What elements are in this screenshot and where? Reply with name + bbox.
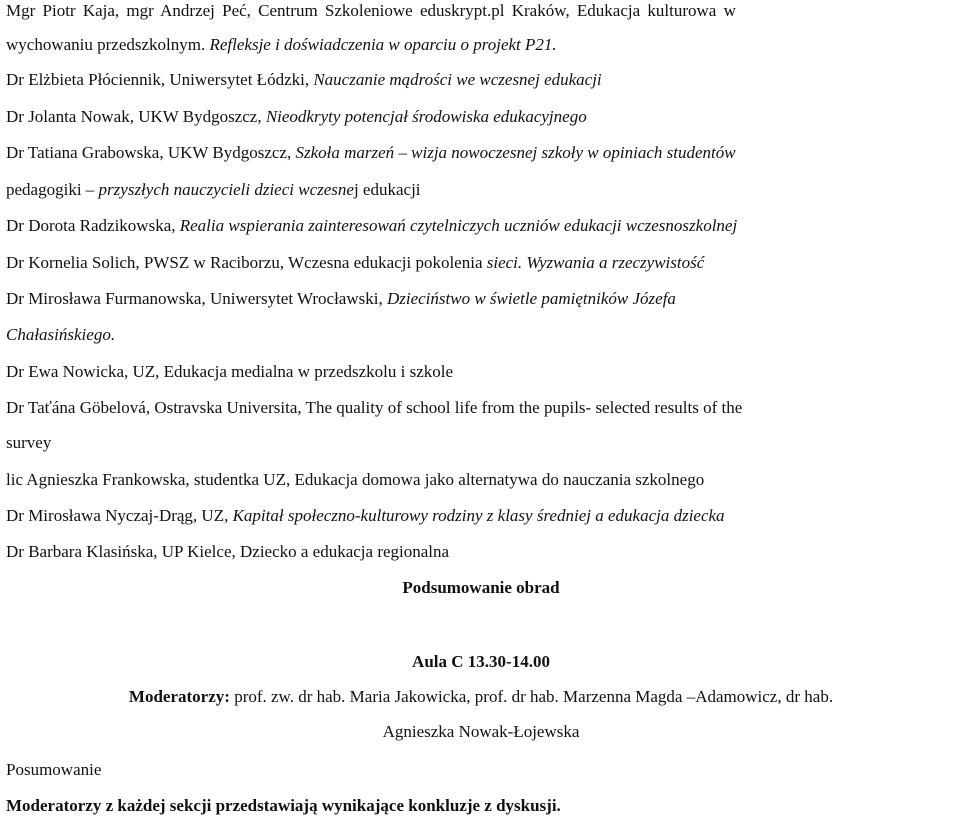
entry-11-text: Dr Taťána Göbelová, Ostravska Universita, The quality of school life from the pupils- selected results of the bbox=[6, 398, 743, 417]
moderators-label: Moderatorzy: bbox=[128, 687, 230, 706]
entry-13-text: lic Agnieszka Frankowska, studentka UZ, Edukacja domowa jako alternatywa do nauczania szkolnego bbox=[6, 470, 705, 489]
moderators-line-2: Agnieszka Nowak-Łojewska bbox=[382, 722, 580, 741]
entry-15-text: Dr Barbara Klasińska, UP Kielce, Dziecko a edukacja regionalna bbox=[6, 542, 450, 561]
entry-15 bbox=[6, 541, 449, 563]
entry-6-author: Dr Dorota Radzikowska, bbox=[6, 216, 180, 235]
entry-6 bbox=[6, 215, 737, 237]
entry-14-title: Kapitał społeczno-kulturowy rodziny z klasy średniej a edukacja dziecka bbox=[232, 506, 725, 525]
entry-1-text: wychowaniu przedszkolnym. bbox=[6, 35, 210, 54]
room-time: Aula C 13.30-14.00 bbox=[412, 652, 550, 671]
entry-2 bbox=[6, 69, 602, 91]
posumowanie-label: Posumowanie bbox=[6, 760, 102, 779]
entry-10 bbox=[6, 361, 453, 383]
entry-9 bbox=[6, 324, 115, 346]
entry-5 bbox=[6, 179, 421, 201]
entry-8-title: Dzieciństwo w świetle pamiętników Józefa bbox=[386, 289, 676, 308]
entry-3-title: Nieodkryty potencjał środowiska edukacyjnego bbox=[265, 107, 587, 126]
entry-12-text: survey bbox=[6, 433, 52, 452]
entry-12 bbox=[6, 432, 51, 454]
entry-5-text: pedagogiki bbox=[6, 180, 86, 199]
entry-3 bbox=[6, 106, 587, 128]
entry-9-title: Chałasińskiego. bbox=[6, 325, 116, 344]
entry-5-tail: j edukacji bbox=[353, 180, 421, 199]
entry-4-title: Szkoła marzeń – wizja nowoczesnej szkoły w opiniach studentów bbox=[295, 143, 736, 162]
entry-0-text: Mgr Piotr Kaja, mgr Andrzej Peć, Centrum Szkoleniowe eduskrypt.pl Kraków, Edukacja kulturowa w bbox=[6, 1, 736, 20]
entry-10-text: Dr Ewa Nowicka, UZ, Edukacja medialna w przedszkolu i szkole bbox=[6, 362, 454, 381]
summary-heading: Podsumowanie obrad bbox=[402, 578, 560, 597]
entry-1 bbox=[6, 34, 557, 56]
entry-5-title: – przyszłych nauczycieli dzieci wczesne bbox=[85, 180, 354, 199]
entry-1-title: Refleksje i doświadczenia w oparciu o projekt P21. bbox=[209, 35, 557, 54]
entry-7-author: Dr Kornelia Solich, PWSZ w Raciborzu, Wczesna edukacji pokolenia bbox=[6, 253, 487, 272]
entry-6-title: Realia wspierania zainteresowań czytelniczych uczniów edukacji wczesnoszkolnej bbox=[179, 216, 738, 235]
entry-11 bbox=[6, 397, 742, 419]
entry-8 bbox=[6, 288, 676, 310]
entry-13 bbox=[6, 469, 704, 491]
entry-2-title: Nauczanie mądrości we wczesnej edukacji bbox=[313, 70, 602, 89]
entry-4-author: Dr Tatiana Grabowska, UKW Bydgoszcz, bbox=[6, 143, 296, 162]
moderators-names: prof. zw. dr hab. Maria Jakowicka, prof. dr hab. Marzenna Magda –Adamowicz, dr hab. bbox=[234, 687, 834, 706]
entry-7-title: sieci. Wyzwania a rzeczywistość bbox=[486, 253, 705, 272]
entry-8-author: Dr Mirosława Furmanowska, Uniwersytet Wrocławski, bbox=[6, 289, 387, 308]
entry-7 bbox=[6, 252, 704, 274]
moderators-line bbox=[6, 686, 956, 708]
entry-0 bbox=[6, 0, 736, 22]
entry-4 bbox=[6, 142, 736, 164]
entry-3-author: Dr Jolanta Nowak, UKW Bydgoszcz, bbox=[6, 107, 266, 126]
entry-14-author: Dr Mirosława Nyczaj-Drąg, UZ, bbox=[6, 506, 233, 525]
entry-2-author: Dr Elżbieta Płóciennik, Uniwersytet Łódzki, bbox=[6, 70, 314, 89]
entry-14 bbox=[6, 505, 725, 527]
final-note: Moderatorzy z każdej sekcji przedstawiają wynikające konkluzje z dyskusji. bbox=[6, 796, 561, 815]
